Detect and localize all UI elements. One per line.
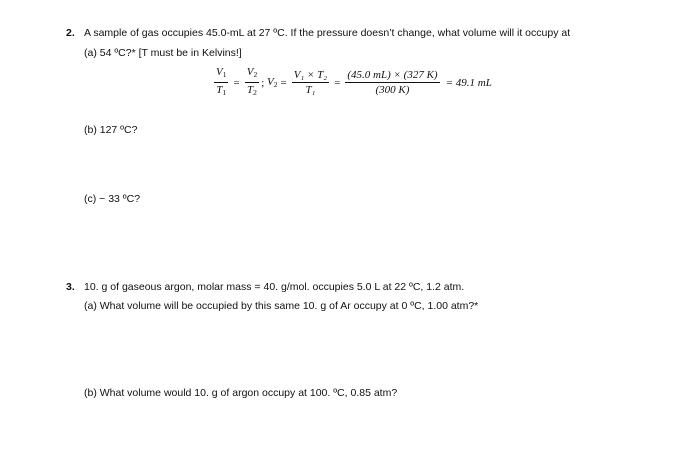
question-3-text: 10. g of gaseous argon, molar mass = 40. g/mol. occupies 5.0 L at 22 ºC, 1.2 atm. xyxy=(84,281,465,293)
fraction-rearranged: $\frac{\text{V₁ × T₂}}{\text{T₁}}$ xyxy=(293,69,328,96)
fraction-v1-t1: $\frac{V_1}{T_1}$ xyxy=(216,66,227,97)
equation-result: = 49.1 mL xyxy=(445,76,492,89)
question-2-number: 2. xyxy=(66,27,75,39)
fraction-substituted: $\frac{(45.0 mL) \times (327 K)}{(300 K)}$ xyxy=(347,69,438,96)
question-2-text: A sample of gas occupies 45.0-mL at 27 ºC. If the pressure doesn’t change, what volume will it occupy at xyxy=(84,27,571,39)
fraction-v2-t2: $\frac{V_2}{T_2}$ xyxy=(246,66,258,97)
charles-law-equation: $\frac{V_1}{T_1}$ = $\frac{V_2}{T_2}$ ; $V_2$ = $\frac{\text{V₁ × T₂}}{\text{T₁}}$ = $\frac{(45.0 mL) \times (327 K)}{(300 K)}$ = 49.1 mL xyxy=(216,66,492,97)
question-3b: (b) What volume would 10. g of argon occupy at 100. ºC, 0.85 atm? xyxy=(84,387,398,399)
question-2b: (b) 127 ºC? xyxy=(84,124,138,136)
question-2a: (a) 54 ºC?* [T must be in Kelvins!] xyxy=(84,47,242,59)
question-3-number: 3. xyxy=(66,281,75,293)
v2-label: $V_2$ xyxy=(267,76,278,89)
question-2c: (c) − 33 ºC? xyxy=(84,193,141,205)
question-3a: (a) What volume will be occupied by this same 10. g of Ar occupy at 0 ºC, 1.00 atm?* xyxy=(84,300,479,312)
